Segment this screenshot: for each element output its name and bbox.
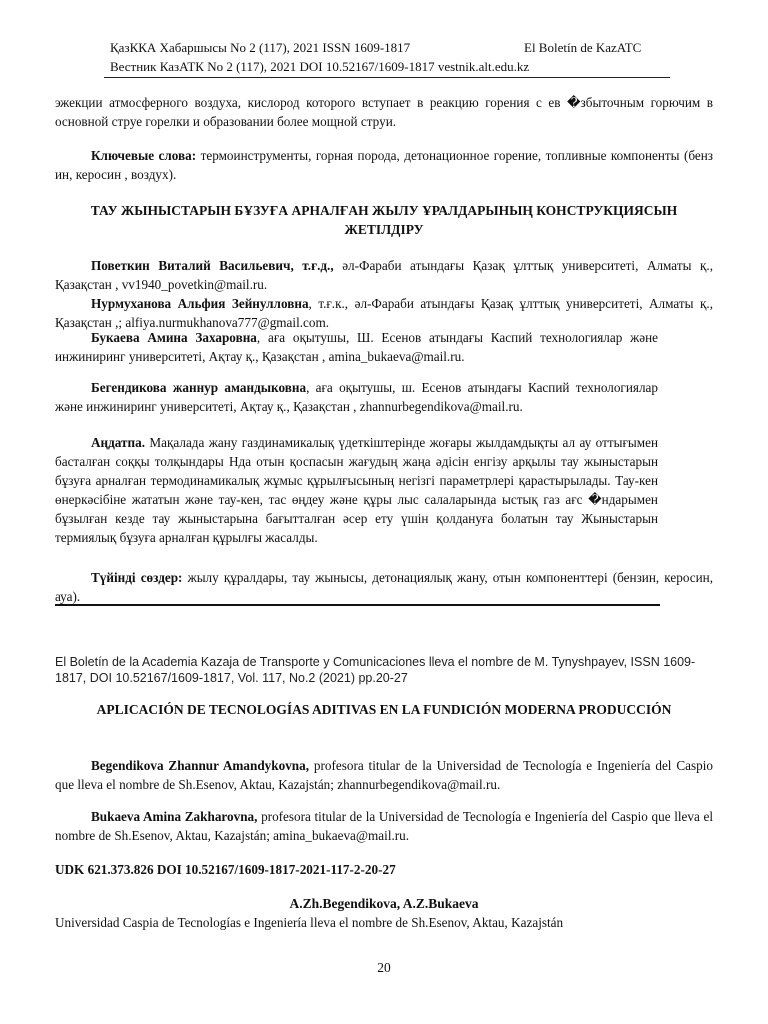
running-header-line-2: Вестник КазАТК No 2 (117), 2021 DOI 10.52167/1609-1817 vestnik.alt.edu.kz [110,59,530,74]
spanish-author-1 [55,756,713,794]
kazakh-author-4 [55,378,658,416]
kazakh-author-4-name: Бегендикова жаннур амандыковна [91,380,307,395]
spanish-author-2-name: Bukaeva Amina Zakharovna, [91,809,258,824]
kazakh-author-2-details: , т.ғ.к., әл-Фараби атындағы Қазақ ұлттық университеті, Алматы қ., Қазақстан ,; alfiya.nurmukhanova777@gmail.com. [55,296,714,330]
kazakh-author-2 [55,294,713,332]
russian-keywords-text: термоинструменты, горная порода, детонационное горение, топливные компоненты (бенз ин, керосин , воздух). [55,148,714,182]
russian-abstract-continuation: эжекции атмосферного воздуха, кислород которого вступает в реакцию горения с ев �збыточным горючим в основной струе горелки и образовании более мощной струи. [55,95,713,129]
spanish-author-2 [55,807,713,845]
spanish-author-1-name: Begendikova Zhannur Amandykovna, [91,758,310,773]
kazakh-author-1 [55,256,713,294]
kazakh-author-3 [55,328,658,366]
russian-keywords-label: Ключевые слова: [91,148,197,163]
udk-doi-line: UDK 621.373.826 DOI 10.52167/1609-1817-2021-117-2-20-27 [55,862,396,877]
kazakh-keywords [55,568,713,606]
kazakh-author-2-name: Нурмуханова Альфия Зейнулловна [91,296,309,311]
kazakh-author-3-details: , аға оқытушы, Ш. Есенов атындағы Каспий технологиялар және инжиниринг университеті, Ақтау қ., Қазақстан , amina_bukaeva@mail.ru. [55,330,658,364]
kazakh-author-1-name: Поветкин Виталий Васильевич, т.ғ.д., [91,258,334,273]
affiliation-line: Universidad Caspia de Tecnologías e Ingeniería lleva el nombre de Sh.Esenov, Aktau, Kazajstán [55,915,564,930]
header-rule [104,77,670,78]
kazakh-article-title: ТАУ ЖЫНЫСТАРЫН БҰЗУҒА АРНАЛҒАН ЖЫЛУ ҰРАЛДАРЫНЫҢ КОНСТРУКЦИЯСЫН ЖЕТІЛДІРУ [90,203,678,237]
kazakh-abstract-text: Мақалада жану газдинамикалық үдеткіштерінде жоғары жылдамдықты ал ау оттығымен басталған соққы толқындары Нда отын қоспасын жағудың жаңа әдісін енгізу арқылы тау жыныстарын бұзуға арналған термодинамикалық жұмыс құрылғысының негізгі параметрлері қарастырылады. Тау-кен өнеркәсібіне жататын және тау-кен, тас өңдеу және құры лыс салаларында ыстық газ ағс �ндарымен бұзылған кезде тау жыныстарына бағытталған әсер ету үшін қолдануға болатын тау Жыныстарын термиялық бұзуға арналған құрылғы жасалды. [55,435,658,545]
spanish-citation: El Boletín de la Academia Kazaja de Transporte y Comunicaciones lleva el nombre de M. Tynyshpayev, ISSN 1609-1817, DOI 10.52167/1609-1817, Vol. 117, No.2 (2021) pp.20-27 [55,655,696,685]
kazakh-keywords-text: жылу құралдары, тау жынысы, детонациялық жану, отын компоненттері (бензин, керосин, ауа). [55,570,714,604]
spanish-article-title: APLICACIÓN DE TECNOLOGÍAS ADITIVAS EN LA FUNDICIÓN MODERNA PRODUCCIÓN [96,702,672,717]
short-author-list: A.Zh.Begendikova, A.Z.Bukaeva [289,896,479,911]
russian-keywords [55,146,713,184]
spanish-author-2-details: profesora titular de la Universidad de Tecnología e Ingeniería del Caspio que lleva el nombre de Sh.Esenov, Aktau, Kazajstán; amina_bukaeva@mail.ru. [55,809,713,843]
kazakh-author-1-details: әл-Фараби атындағы Қазақ ұлттық университеті, Алматы қ., Қазақстан , vv1940_povetkin@mail.ru. [55,258,713,292]
running-header-line-1 [110,40,670,56]
journal-title-es: El Boletín de KazATC [524,40,642,55]
kazakh-keywords-label: Түйінді сөздер: [91,570,183,585]
section-divider [55,604,660,606]
page-number: 20 [377,960,391,975]
journal-title-kz: ҚазККА Хабаршысы No 2 (117), 2021 ISSN 1609-1817 [110,40,411,55]
kazakh-abstract-label: Аңдатпа. [91,435,146,450]
kazakh-abstract [55,433,658,547]
kazakh-author-4-details: , аға оқытушы, ш. Есенов атындағы Каспий технологиялар және инжиниринг университеті, Ақтау қ., Қазақстан , zhannurbegendikova@mail.ru. [55,380,658,414]
kazakh-author-3-name: Букаева Амина Захаровна [91,330,257,345]
spanish-author-1-details: profesora titular de la Universidad de Tecnología e Ingeniería del Caspio que lleva el nombre de Sh.Esenov, Aktau, Kazajstán; zhannurbegendikova@mail.ru. [55,758,713,792]
